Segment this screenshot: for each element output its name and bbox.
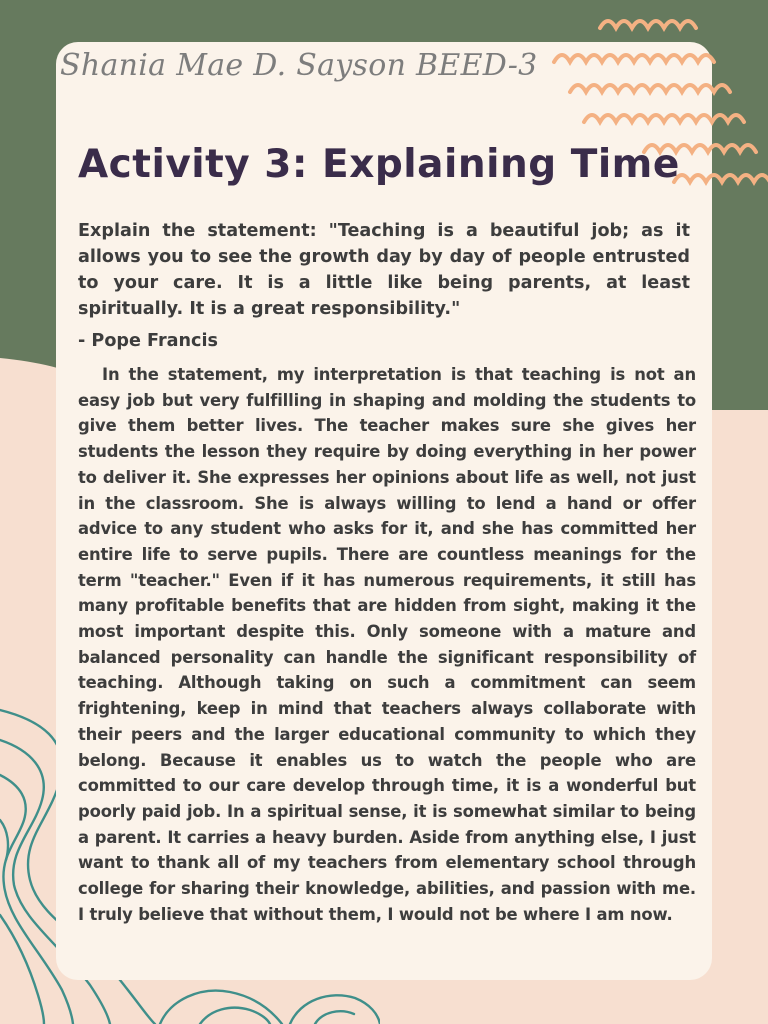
prompt-statement: Explain the statement: "Teaching is a beautiful job; as it allows you to see the growth day by day of people entrusted to your care. It is a little like being parents, at least spiritually. It is a great responsibility." (78, 221, 690, 319)
page-title: Activity 3: Explaining Time (78, 142, 680, 187)
response-paragraph: In the statement, my interpretation is that teaching is not an easy job but very fulfilling in shaping and molding the students to give them better lives. The teacher makes sure she gives her students the lesson they require by doing everything in her power to deliver it. She expresses her opinions about life as well, not just in the classroom. She is always willing to lend a hand or offer advice to any student who asks for it, and she has committed her entire life to serve pupils. There are countless meanings for the term "teacher." Even if it has numerous requirements, it still has many profitable benefits that are hidden from sight, making it the most important despite this. Only someone with a mature and balanced personality can handle the significant responsibility of teaching. Although taking on such a commitment can seem frightening, keep in mind that teachers always collaborate with their peers and the larger educational community to which they belong. Because it enables us to watch the people who are committed to our care develop through time, it is a wonderful but poorly paid job. In a spiritual sense, it is somewhat similar to being a parent. It carries a heavy burden. Aside from anything else, I just want to thank all of my teachers from elementary school through college for sharing their knowledge, abilities, and passion with me. I truly believe that without them, I would not be where I am now. (78, 365, 696, 924)
quote-attribution: - Pope Francis (78, 331, 218, 351)
author-name: Shania Mae D. Sayson BEED-3 (60, 48, 538, 83)
